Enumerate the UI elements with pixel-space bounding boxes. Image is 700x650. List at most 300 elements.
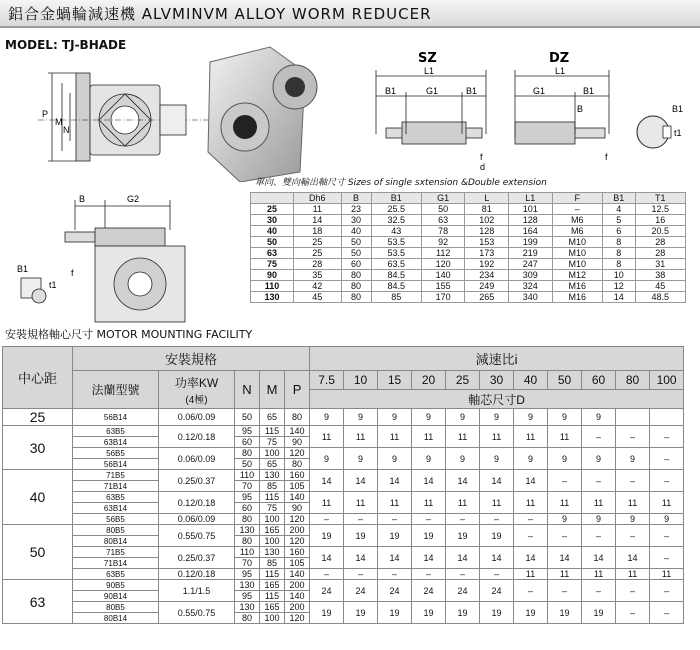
sz-shaft-drawing [368,52,493,172]
flange-cell: 56B5 [73,448,159,459]
shaft-d-cell: – [616,580,650,602]
dimension-value-cell: 63 [421,215,465,226]
reducer-product-image [200,32,320,182]
dimension-row [251,259,686,270]
shaft-d-cell: – [650,470,684,492]
shaft-d-cell: 11 [412,492,446,514]
shaft-d-cell: 19 [514,602,548,624]
dimension-value-cell: 140 [421,270,465,281]
key-t1-label: t1 [674,128,682,138]
m-cell: 100 [260,613,285,624]
flange-cell: 56B14 [73,459,159,470]
dimension-value-cell: 112 [421,248,465,259]
shaft-d-cell: – [514,580,548,602]
dimension-header-cell: L [465,193,509,204]
dimension-value-cell: 128 [465,226,509,237]
dimension-value-cell: 14 [294,215,342,226]
power-cell: 0.12/0.18 [159,492,235,514]
shaft-d-cell: – [650,547,684,569]
dimension-value-cell: 173 [465,248,509,259]
shaft-d-cell: 14 [548,547,582,569]
shaft-d-cell: 24 [378,580,412,602]
dimension-row [251,215,686,226]
m-cell: 85 [260,481,285,492]
shaft-d-cell: 14 [514,470,548,492]
flange-cell: 80B14 [73,613,159,624]
dimension-value-cell: 247 [509,259,553,270]
dimension-value-cell: 78 [421,226,465,237]
shaft-d-cell: 11 [446,492,480,514]
dimension-value-cell: 10 [602,270,635,281]
dimension-header-cell: Dh6 [294,193,342,204]
shaft-d-cell: 24 [412,580,446,602]
dimension-size-cell: 110 [251,281,294,292]
n-cell: 70 [235,481,260,492]
dimension-value-cell: M16 [552,281,602,292]
shaft-d-cell: – [548,470,582,492]
dimension-value-cell: 309 [509,270,553,281]
m-cell: 130 [260,470,285,481]
shaft-d-cell: 14 [514,547,548,569]
dimension-header-cell: B [341,193,371,204]
flange-cell: 90B5 [73,580,159,591]
shaft-d-cell: 9 [310,448,344,470]
shaft-d-cell: 9 [650,514,684,525]
shaft-d-cell: 24 [310,580,344,602]
shaft-d-cell: 9 [480,409,514,426]
shaft-d-cell: 14 [412,547,446,569]
flange-cell: 63B14 [73,437,159,448]
dimension-value-cell: 50 [341,248,371,259]
shaft-d-cell: 9 [378,448,412,470]
n-cell: 130 [235,525,260,536]
dimension-value-cell: 32.5 [371,215,421,226]
flange-cell: 63B5 [73,569,159,580]
m-cell: 65 [260,459,285,470]
p-cell: 140 [285,569,310,580]
dimension-value-cell: 16 [635,215,685,226]
dimension-row [251,237,686,248]
dimension-value-cell: 92 [421,237,465,248]
shaft-d-cell: 9 [446,409,480,426]
shaft-d-cell: – [616,602,650,624]
dimension-value-cell: M10 [552,237,602,248]
n-cell: 95 [235,426,260,437]
shaft-d-cell: 11 [378,492,412,514]
flange-cell: 71B14 [73,481,159,492]
dimension-value-cell: 80 [341,270,371,281]
shaft-d-cell: 9 [582,409,616,426]
m-cell: 100 [260,536,285,547]
dimension-value-cell: 84.5 [371,270,421,281]
shaft-d-cell: – [412,514,446,525]
shaft-d-cell: 11 [548,569,582,580]
power-cell: 0.12/0.18 [159,569,235,580]
shaft-d-cell: – [446,514,480,525]
m-cell: 85 [260,558,285,569]
dimension-row [251,204,686,215]
shaft-d-cell: 11 [344,426,378,448]
power-cell: 1.1/1.5 [159,580,235,602]
shaft-d-cell: 9 [514,448,548,470]
m-cell: 130 [260,547,285,558]
dimension-row [251,270,686,281]
col-spec-group: 安裝規格 [73,347,310,371]
dimension-value-cell: 84.5 [371,281,421,292]
shaft-d-cell: 11 [514,426,548,448]
shaft-d-cell: 19 [344,602,378,624]
col-shaft-d: 軸芯尺寸D [310,390,684,409]
mounting-row [3,547,684,558]
p-cell: 200 [285,525,310,536]
dimension-value-cell: 50 [341,237,371,248]
ratio-header: 30 [480,371,514,390]
flange-cell: 63B14 [73,503,159,514]
shaft-d-cell: 14 [480,470,514,492]
dimension-value-cell: 128 [509,215,553,226]
m-cell: 75 [260,503,285,514]
dz-title: DZ [549,52,570,66]
col-center-distance: 中心距 [3,347,73,409]
center-distance-cell: 50 [3,525,73,580]
dimension-value-cell: 14 [602,292,635,303]
mounting-row [3,569,684,580]
flange-cell: 56B5 [73,514,159,525]
dimension-value-cell: 170 [421,292,465,303]
power-cell: 0.12/0.18 [159,426,235,448]
ratio-header: 10 [344,371,378,390]
col-power-label: 功率KW [174,375,219,390]
shaft-d-cell: 11 [650,569,684,580]
shaft-d-cell: 9 [548,448,582,470]
dimension-header-cell: B1 [602,193,635,204]
shaft-d-cell: 9 [480,448,514,470]
n-cell: 50 [235,459,260,470]
dimension-value-cell: 164 [509,226,553,237]
sz-d-label: d [480,162,486,172]
flange-cell: 71B5 [73,547,159,558]
shaft-d-cell [650,409,684,426]
dimension-value-cell: 6 [602,226,635,237]
dimension-value-cell: 8 [602,259,635,270]
p-cell: 105 [285,558,310,569]
shaft-d-cell: 11 [548,426,582,448]
dimension-value-cell: 199 [509,237,553,248]
p-cell: 120 [285,536,310,547]
m-cell: 115 [260,569,285,580]
shaft-d-cell: – [616,470,650,492]
shaft-d-cell: 9 [548,409,582,426]
p-cell: 90 [285,437,310,448]
flange-cell: 63B5 [73,426,159,437]
m-cell: 115 [260,591,285,602]
dimension-value-cell: 43 [371,226,421,237]
shaft-d-cell: 11 [582,569,616,580]
dimension-header-cell [251,193,294,204]
shaft-d-cell: 19 [480,602,514,624]
sz-b1-right-label: B1 [466,86,478,96]
n-cell: 95 [235,591,260,602]
m-cell: 115 [260,492,285,503]
p-cell: 140 [285,426,310,437]
ratio-header: 80 [616,371,650,390]
shaft-d-cell: 9 [514,409,548,426]
dz-l1-label: L1 [555,66,566,76]
col-flange: 法蘭型號 [73,371,159,409]
input-b-label: B [79,194,86,204]
m-cell: 75 [260,437,285,448]
dimension-value-cell: M12 [552,270,602,281]
flange-cell: 71B5 [73,470,159,481]
shaft-d-cell: 11 [616,569,650,580]
shaft-d-cell: 19 [446,525,480,547]
shaft-d-cell: 11 [548,492,582,514]
p-cell: 120 [285,448,310,459]
power-cell: 0.06/0.09 [159,514,235,525]
flange-cell: 80B5 [73,525,159,536]
shaft-d-cell: 11 [514,492,548,514]
ratio-header: 7.5 [310,371,344,390]
shaft-d-cell: – [446,569,480,580]
ratio-header: 20 [412,371,446,390]
shaft-d-cell: 11 [514,569,548,580]
sz-b1-left-label: B1 [385,86,397,96]
shaft-d-cell: 11 [480,492,514,514]
shaft-d-cell: 19 [446,602,480,624]
input-f-label: f [71,268,74,278]
sz-g1-label: G1 [426,86,439,96]
center-distance-cell: 30 [3,426,73,470]
mounting-row [3,426,684,437]
dimension-value-cell: 192 [465,259,509,270]
mounting-row [3,602,684,613]
flange-cell: 63B5 [73,492,159,503]
reducer-input-drawing [15,192,220,324]
dimension-size-cell: 63 [251,248,294,259]
mounting-row [3,409,684,426]
shaft-d-cell: 19 [310,525,344,547]
mounting-table-title: 安裝規格軸心尺寸 MOTOR MOUNTING FACILITY [5,328,253,341]
shaft-d-cell: 9 [412,448,446,470]
shaft-d-cell: 19 [310,602,344,624]
p-cell: 140 [285,591,310,602]
p-cell: 105 [285,481,310,492]
shaft-d-cell: 14 [480,547,514,569]
m-cell: 165 [260,525,285,536]
sz-f-label: f [480,152,483,162]
n-cell: 80 [235,536,260,547]
shaft-d-cell: – [480,569,514,580]
p-cell: 160 [285,547,310,558]
shaft-d-cell: 9 [344,448,378,470]
dimension-value-cell: 45 [294,292,342,303]
p-cell: 140 [285,492,310,503]
col-n: N [235,371,260,409]
shaft-d-cell: 14 [446,547,480,569]
shaft-d-cell: 24 [446,580,480,602]
center-distance-cell: 40 [3,470,73,525]
shaft-d-cell: – [344,569,378,580]
n-cell: 95 [235,569,260,580]
shaft-d-cell: – [480,514,514,525]
dimension-value-cell: 5 [602,215,635,226]
dimension-table-caption: 單向、雙向輸出軸尺寸 Sizes of single sxtension &Double extension [255,178,547,188]
shaft-d-cell: – [548,525,582,547]
key-b1-label: B1 [672,104,684,114]
dimension-value-cell: 12 [602,281,635,292]
shaft-d-cell: 24 [480,580,514,602]
dimension-value-cell: 4 [602,204,635,215]
dimension-value-cell: 81 [465,204,509,215]
mounting-row [3,470,684,481]
shaft-d-cell: 11 [310,492,344,514]
dimension-value-cell: 8 [602,237,635,248]
m-cell: 165 [260,580,285,591]
shaft-d-cell: 11 [650,492,684,514]
p-cell: 120 [285,613,310,624]
dimension-value-cell: 25 [294,237,342,248]
n-cell: 130 [235,602,260,613]
shaft-d-cell: – [616,426,650,448]
dimension-row [251,292,686,303]
shaft-d-cell: 11 [582,492,616,514]
dimension-value-cell: 219 [509,248,553,259]
dimension-value-cell: 42 [294,281,342,292]
power-cell: 0.06/0.09 [159,448,235,470]
shaft-d-cell: – [582,426,616,448]
shaft-d-cell: – [310,514,344,525]
dimension-value-cell: 234 [465,270,509,281]
center-distance-cell: 63 [3,580,73,624]
shaft-d-cell: – [378,514,412,525]
col-p: P [285,371,310,409]
m-cell: 115 [260,426,285,437]
shaft-d-cell: 9 [616,514,650,525]
flange-cell: 90B14 [73,591,159,602]
p-cell: 80 [285,459,310,470]
shaft-d-cell: 14 [310,470,344,492]
dimension-value-cell: 23 [341,204,371,215]
p-cell: 120 [285,514,310,525]
shaft-d-cell: 9 [378,409,412,426]
sz-title: SZ [418,52,437,66]
shaft-d-cell: 11 [310,426,344,448]
p-cell: 90 [285,503,310,514]
shaft-d-cell: 19 [412,602,446,624]
dimension-value-cell: M16 [552,292,602,303]
dimension-value-cell: 265 [465,292,509,303]
n-cell: 110 [235,547,260,558]
dimension-value-cell: 324 [509,281,553,292]
dimension-size-cell: 50 [251,237,294,248]
dimension-value-cell: M6 [552,215,602,226]
mounting-row [3,514,684,525]
dimension-size-cell: 75 [251,259,294,270]
shaft-d-cell: – [650,448,684,470]
dimension-header-cell: T1 [635,193,685,204]
shaft-key-section [628,100,688,160]
shaft-d-cell: – [548,580,582,602]
reducer-front-drawing [18,55,218,190]
shaft-d-cell: – [650,525,684,547]
flange-cell: 71B14 [73,558,159,569]
shaft-d-cell: – [616,525,650,547]
page-title: 鋁合金蝸輪減速機 ALVMINVM ALLOY WORM REDUCER [8,5,432,23]
dimension-value-cell: 53.5 [371,248,421,259]
dimension-header-cell: F [552,193,602,204]
n-cell: 80 [235,448,260,459]
shaft-d-cell: 9 [344,409,378,426]
shaft-d-cell: 11 [412,426,446,448]
dimension-size-cell: 90 [251,270,294,281]
power-cell: 0.25/0.37 [159,470,235,492]
shaft-d-cell: – [514,514,548,525]
dimension-value-cell: 155 [421,281,465,292]
shaft-d-cell: 19 [412,525,446,547]
dimension-header-cell: L1 [509,193,553,204]
shaft-d-cell: 9 [548,514,582,525]
shaft-d-cell: 19 [344,525,378,547]
input-t1-label: t1 [49,280,57,290]
dimension-value-cell: M10 [552,259,602,270]
dimension-size-cell: 40 [251,226,294,237]
dimension-size-cell: 25 [251,204,294,215]
dz-shaft-drawing [505,52,620,172]
shaft-d-cell: 14 [378,547,412,569]
shaft-d-cell: 9 [582,514,616,525]
shaft-d-cell: 19 [378,602,412,624]
shaft-d-cell: – [310,569,344,580]
n-cell: 70 [235,558,260,569]
m-cell: 100 [260,448,285,459]
ratio-header: 50 [548,371,582,390]
ratio-header: 100 [650,371,684,390]
shaft-d-cell: 24 [344,580,378,602]
dimension-value-cell: 20.5 [635,226,685,237]
shaft-d-cell [616,409,650,426]
shaft-d-cell: 9 [446,448,480,470]
shaft-d-cell: 19 [480,525,514,547]
dimension-value-cell: 102 [465,215,509,226]
flange-side [76,73,90,161]
shaft-d-cell: – [582,525,616,547]
dimension-header-cell: B1 [371,193,421,204]
dimension-value-cell: 31 [635,259,685,270]
mounting-row [3,580,684,591]
shaft-d-cell: 19 [378,525,412,547]
col-ratio-group: 減速比i [310,347,684,371]
dim-p-label: P [42,109,49,119]
dimension-value-cell: M6 [552,226,602,237]
m-cell: 100 [260,514,285,525]
dimension-value-cell: 38 [635,270,685,281]
dimension-value-cell: 30 [341,215,371,226]
input-g2-label: G2 [127,194,140,204]
dimension-value-cell: 80 [341,292,371,303]
dimension-table [250,192,686,303]
col-power-sub: (4極) [185,394,208,406]
mounting-table [2,346,684,624]
n-cell: 110 [235,470,260,481]
shaft-d-cell: 14 [378,470,412,492]
dimension-value-cell: 63.5 [371,259,421,270]
dimension-value-cell: 28 [294,259,342,270]
shaft-d-cell: 14 [310,547,344,569]
center-distance-cell: 25 [3,409,73,426]
p-cell: 200 [285,580,310,591]
flange-cell: 56B14 [73,409,159,426]
ratio-header: 40 [514,371,548,390]
